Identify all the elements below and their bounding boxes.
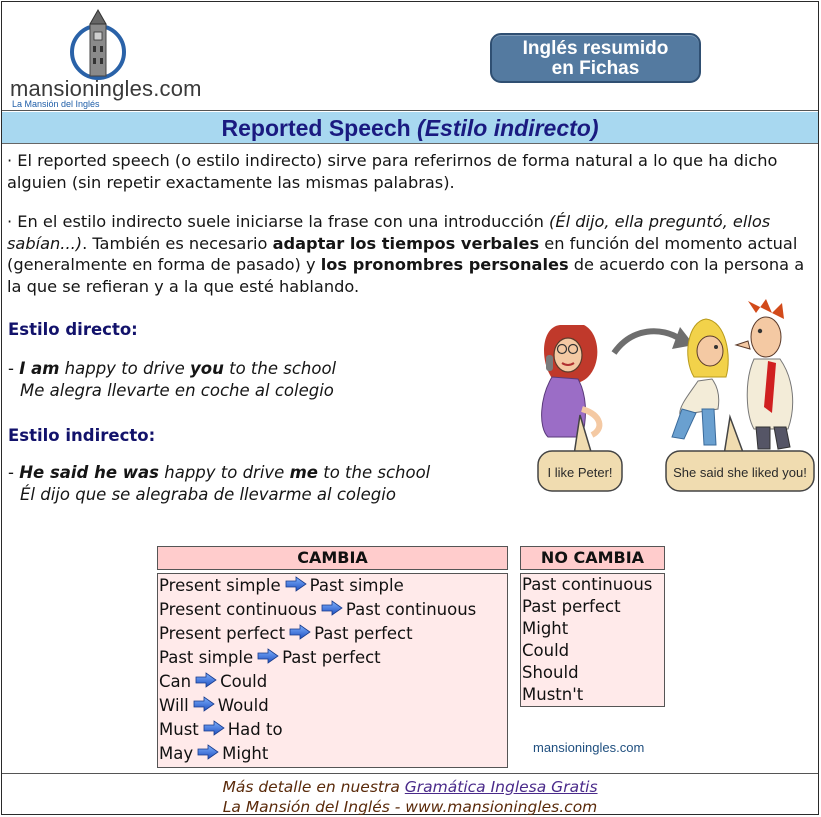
tense-to: Would: [217, 696, 269, 715]
title-main: Reported Speech: [221, 115, 411, 141]
p2-text-c: . También es necesario: [82, 233, 273, 253]
p2-italic-examples: (Él dijo, ella preguntó, ellos sabían...): [7, 212, 771, 253]
tense-from: Present simple: [159, 576, 281, 595]
cambia-row: [159, 670, 507, 694]
tense-from: Will: [159, 696, 189, 715]
bubble-right-text: She said she liked you!: [673, 465, 807, 480]
blue-arrow-icon: [321, 600, 343, 616]
footer: [2, 773, 818, 815]
blue-arrow-icon: [203, 720, 225, 736]
indirect-s1: He said he was: [19, 463, 159, 482]
site-logo-subtitle: La Mansión del Inglés: [12, 99, 100, 109]
indirect-s2: happy to drive: [159, 463, 290, 482]
cambia-row: [159, 694, 507, 718]
direct-s4: to the school: [223, 359, 337, 378]
dash: -: [8, 359, 20, 378]
tense-to: Could: [220, 672, 268, 691]
no-cambia-row: Might: [522, 619, 569, 638]
indirect-translation: Él dijo que se alegraba de llevarme al colegio: [20, 485, 396, 504]
no-cambia-row: Past perfect: [522, 597, 621, 616]
tense-from: Past simple: [159, 648, 254, 667]
site-logo-text[interactable]: mansioningles.com: [10, 76, 202, 101]
tense-to: Past perfect: [314, 624, 413, 643]
direct-s3: you: [190, 359, 224, 378]
indirect-sentence: [8, 463, 430, 482]
tense-to: Had to: [227, 720, 283, 739]
small-logo-text[interactable]: mansioningles.com: [533, 740, 645, 755]
cambia-row: [159, 622, 507, 646]
direct-s2: happy to drive: [59, 359, 191, 378]
title-sub: (Estilo indirecto): [417, 115, 599, 141]
blue-arrow-icon: [257, 648, 279, 664]
cambia-row: [159, 718, 507, 742]
no-cambia-row: Past continuous: [522, 575, 653, 594]
indirect-s3: me: [289, 463, 318, 482]
tense-from: Present continuous: [159, 600, 317, 619]
direct-s1: I am: [19, 359, 60, 378]
tense-from: Can: [159, 672, 192, 691]
p2-bold-pronombres: los pronombres personales: [320, 255, 569, 274]
intro-paragraph-2: [7, 211, 812, 297]
tower-logo-icon: [68, 8, 128, 80]
tense-to: Past perfect: [282, 648, 381, 667]
direct-translation: Me alegra llevarte en coche al colegio: [20, 381, 334, 400]
badge-line-1: Inglés resumido: [522, 38, 669, 59]
p2-bold-tiempos: adaptar los tiempos verbales: [272, 233, 540, 253]
badge-line-2: en Fichas: [551, 58, 640, 79]
direct-example: [8, 358, 336, 402]
intro-paragraph-1: · El reported speech (o estilo indirecto) sirve para referirnos de forma natural a lo que ha dicho alguien (sin repetir exactamente las mismas palabras).: [7, 151, 778, 192]
cartoon-illustration: [522, 297, 816, 497]
woman-on-phone-figure: [542, 325, 600, 437]
blue-arrow-icon: [197, 744, 219, 760]
indirect-example: [8, 462, 430, 506]
cambia-heading: CAMBIA: [157, 546, 508, 570]
indirect-s4: to the school: [317, 463, 431, 482]
p2-text-g: de acuerdo con la persona a la que se refieran y a la que esté hablando.: [7, 255, 805, 296]
no-cambia-row: Should: [522, 663, 579, 682]
tense-to: Past continuous: [345, 600, 477, 619]
no-cambia-heading: NO CAMBIA: [520, 546, 665, 570]
tense-from: Must: [159, 720, 199, 739]
footer-prefix: Más detalle en nuestra: [222, 778, 405, 796]
footer-line-1: [2, 777, 818, 797]
header: [2, 2, 818, 111]
blue-arrow-icon: [289, 624, 311, 640]
no-cambia-table: [520, 573, 665, 707]
indirect-heading: Estilo indirecto:: [8, 426, 156, 445]
cambia-table: [157, 573, 508, 768]
blue-arrow-icon: [285, 576, 307, 592]
footer-line-2: La Mansión del Inglés - www.mansioningles.com: [222, 798, 598, 816]
no-cambia-row: Could: [522, 641, 570, 660]
page-frame: [1, 1, 819, 815]
grammar-link[interactable]: Gramática Inglesa Gratis: [404, 778, 598, 796]
blue-arrow-icon: [193, 696, 215, 712]
direct-sentence: [8, 359, 336, 378]
cambia-row: [159, 598, 507, 622]
tense-from: May: [159, 744, 194, 763]
tense-to: Might: [222, 744, 269, 763]
bubble-left-text: I like Peter!: [547, 465, 613, 480]
fichas-badge[interactable]: [490, 33, 701, 83]
no-cambia-row: Mustn't: [522, 685, 584, 704]
curved-arrow-icon: [614, 331, 680, 353]
p2-text-e: en función del momento actual (generalmente en forma de pasado) y: [7, 233, 798, 274]
cambia-row: [159, 646, 507, 670]
dash: -: [8, 463, 20, 482]
tense-from: Present perfect: [159, 624, 286, 643]
cambia-row: [159, 742, 507, 766]
page-title: [2, 112, 818, 144]
blue-arrow-icon: [195, 672, 217, 688]
direct-heading: Estilo directo:: [8, 320, 138, 339]
man-figure: [736, 299, 793, 449]
p2-text-a: · En el estilo indirecto suele iniciarse la frase con una introducción: [7, 212, 550, 231]
tense-to: Past simple: [309, 576, 404, 595]
cambia-row: [159, 574, 507, 598]
